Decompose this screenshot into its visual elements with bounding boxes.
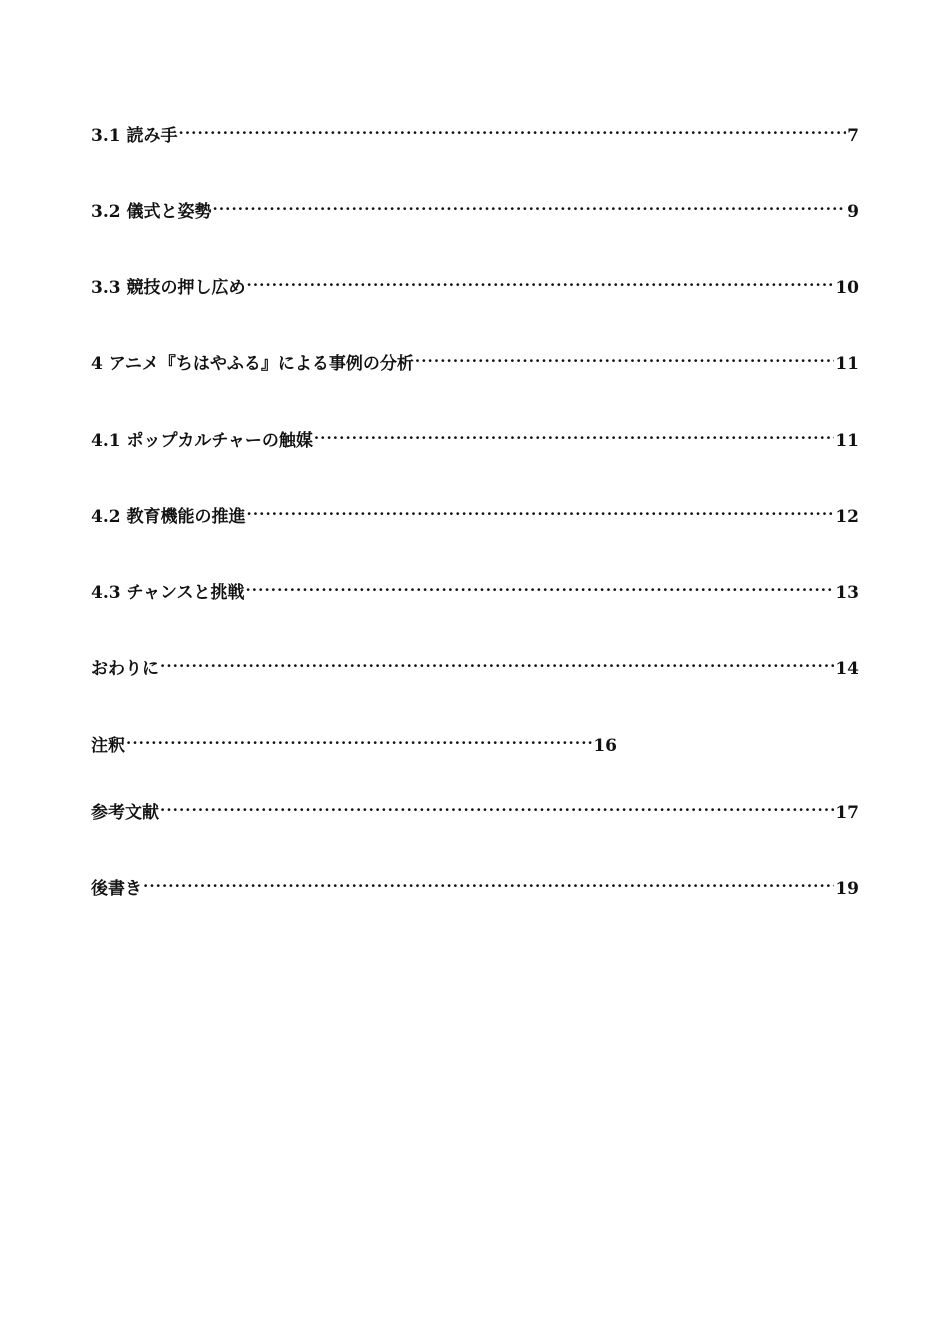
- toc-entry-page: 7: [847, 126, 859, 146]
- toc-entry-page: 19: [835, 879, 859, 899]
- toc-entry-page: 16: [593, 736, 617, 756]
- toc-dot-leader: [247, 500, 835, 522]
- toc-entry-page: 14: [835, 659, 859, 679]
- toc-dot-leader: [160, 652, 834, 674]
- toc-dot-leader: [160, 796, 834, 818]
- toc-entry-title: おわりに: [91, 659, 159, 679]
- toc-entry[interactable]: [91, 872, 859, 900]
- toc-entry[interactable]: [91, 576, 859, 604]
- toc-entry-title: 参考文献: [91, 803, 159, 823]
- toc-dot-leader: [126, 729, 592, 751]
- toc-entry-title: 3.1 読み手: [91, 126, 178, 146]
- toc-entry[interactable]: [91, 729, 617, 757]
- toc-entry-title: 注釈: [91, 736, 125, 756]
- toc-entry[interactable]: [91, 119, 859, 147]
- toc-entry[interactable]: [91, 652, 859, 680]
- toc-entry[interactable]: [91, 271, 859, 299]
- toc-dot-leader: [213, 195, 847, 217]
- toc-dot-leader: [245, 576, 834, 598]
- toc-entry-title: 3.3 競技の押し広め: [91, 278, 246, 298]
- toc-entry-title: 3.2 儀式と姿勢: [91, 202, 212, 222]
- toc-entry-page: 11: [835, 354, 859, 374]
- toc-entry-page: 13: [835, 583, 859, 603]
- toc-entry[interactable]: [91, 424, 859, 452]
- toc-dot-leader: [314, 424, 835, 446]
- toc-entry-page: 17: [835, 803, 859, 823]
- toc-entry-page: 11: [835, 431, 859, 451]
- toc-dot-leader: [143, 872, 834, 894]
- toc-dot-leader: [247, 271, 835, 293]
- toc-entry-page: 10: [835, 278, 859, 298]
- toc-entry[interactable]: [91, 195, 859, 223]
- toc-dot-leader: [179, 119, 847, 141]
- toc-entry-title: 4.1 ポップカルチャーの触媒: [91, 431, 313, 451]
- toc-entry-title: 4 アニメ『ちはやふる』による事例の分析: [91, 354, 414, 374]
- toc-entry[interactable]: [91, 500, 859, 528]
- toc-entry-page: 9: [847, 202, 859, 222]
- toc-dot-leader: [415, 347, 834, 369]
- toc-entry-title: 4.2 教育機能の推進: [91, 507, 246, 527]
- toc-entry-title: 後書き: [91, 879, 142, 899]
- toc-entry-title: 4.3 チャンスと挑戦: [91, 583, 245, 603]
- toc-entry[interactable]: [91, 347, 859, 375]
- toc-entry[interactable]: [91, 796, 859, 824]
- toc-entry-page: 12: [835, 507, 859, 527]
